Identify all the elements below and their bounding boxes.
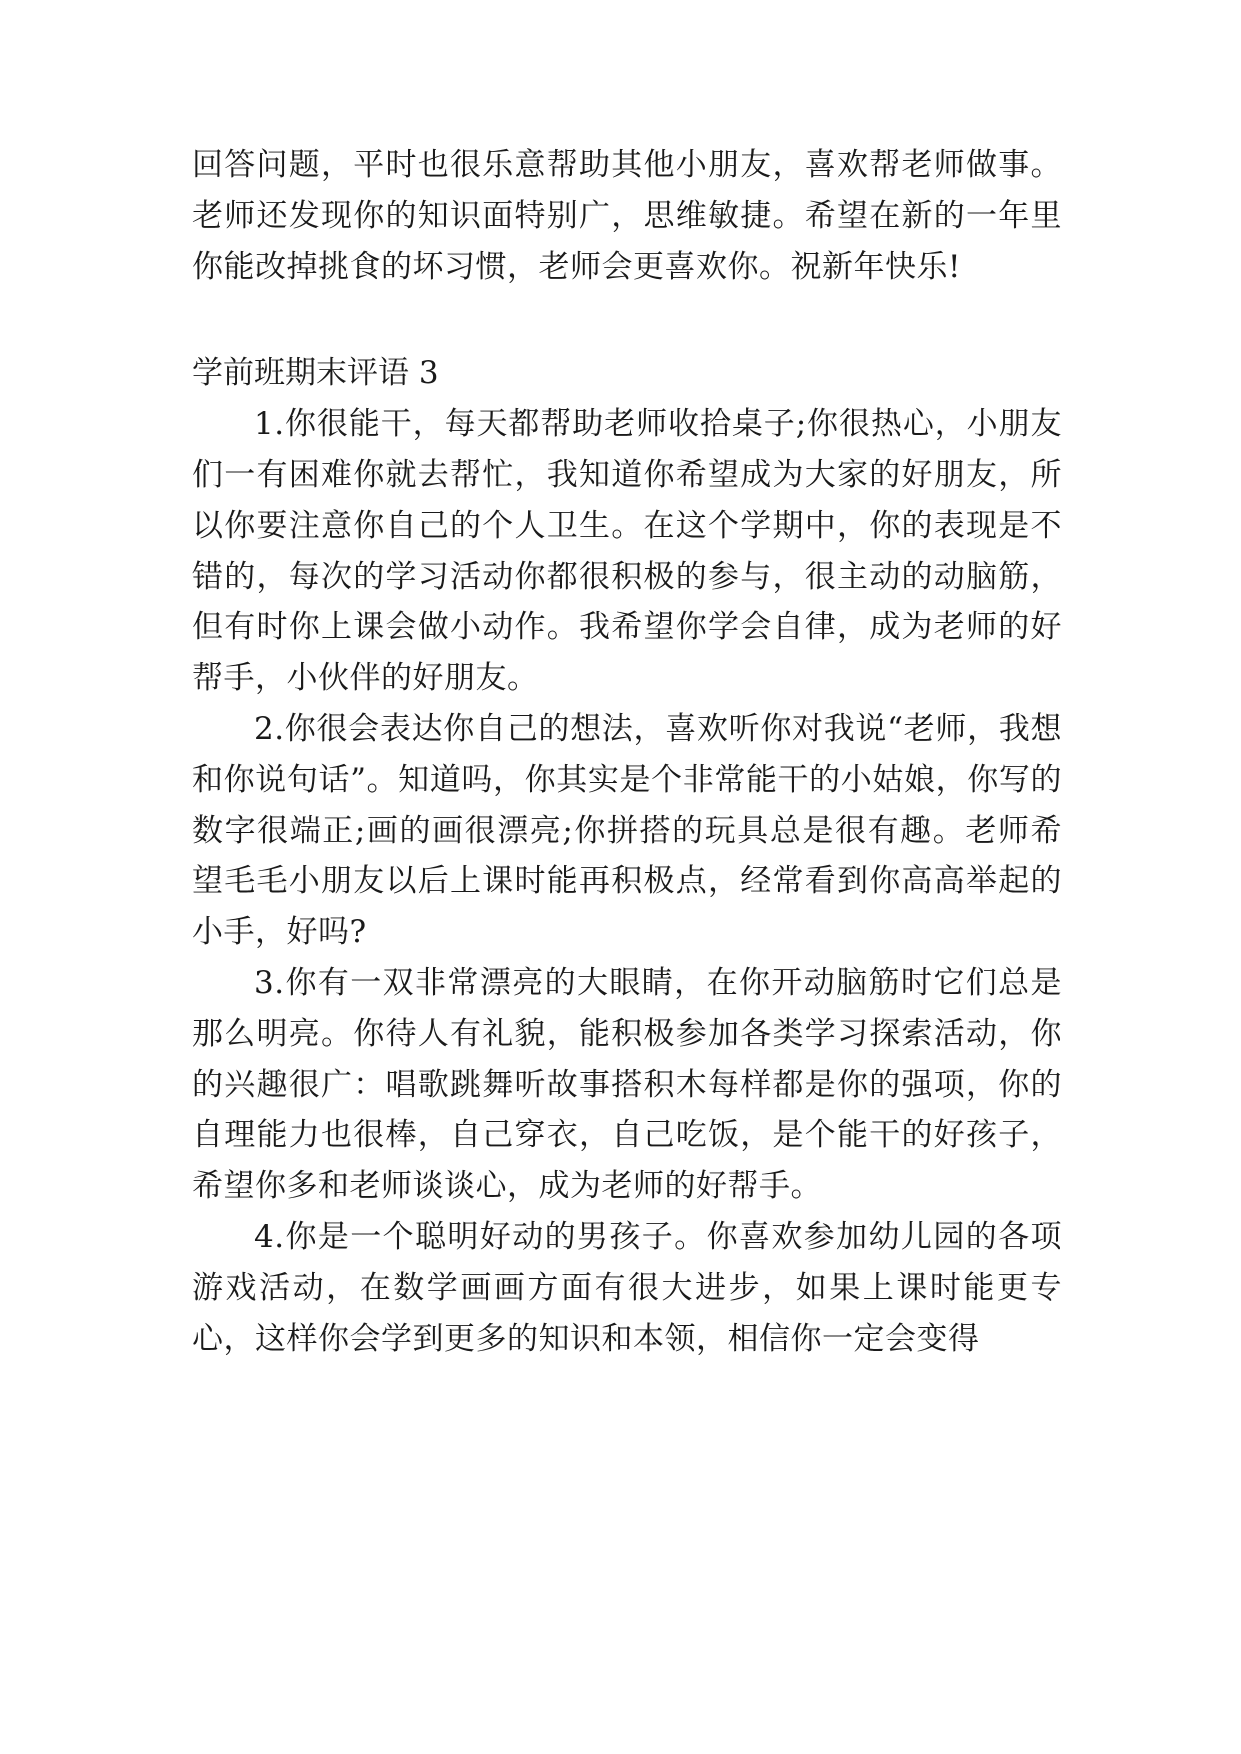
comment-item-3: 3.你有一双非常漂亮的大眼睛，在你开动脑筋时它们总是那么明亮。你待人有礼貌，能积极参加各类学习探索活动，你的兴趣很广：唱歌跳舞听故事搭积木每样都是你的强项，你的自理能力也很棒，自己穿衣，自己吃饭，是个能干的好孩子，希望你多和老师谈谈心，成为老师的好帮手。 <box>192 964 1062 1205</box>
comment-item-1: 1.你很能干，每天都帮助老师收拾桌子;你很热心，小朋友们一有困难你就去帮忙，我知道你希望成为大家的好朋友，所以你要注意你自己的个人卫生。在这个学期中，你的表现是不错的，每次的学习活动你都很积极的参与，很主动的动脑筋，但有时你上课会做小动作。我希望你学会自律，成为老师的好帮手，小伙伴的好朋友。 <box>192 406 1062 697</box>
section-spacer <box>192 292 1062 348</box>
comment-item-4: 4.你是一个聪明好动的男孩子。你喜欢参加幼儿园的各项游戏活动，在数学画画方面有很大进步，如果上课时能更专心，这样你会学到更多的知识和本领，相信你一定会变得 <box>192 1218 1062 1357</box>
comment-item-2: 2.你很会表达你自己的想法，喜欢听你对我说“老师，我想和你说句话”。知道吗，你其实是个非常能干的小姑娘，你写的数字很端正;画的画很漂亮;你拼搭的玩具总是很有趣。老师希望毛毛小朋友以后上课时能再积极点，经常看到你高高举起的小手，好吗? <box>192 710 1062 951</box>
section-title: 学前班期末评语 3 <box>192 355 439 392</box>
document-body <box>192 140 1062 1364</box>
intro-paragraph: 回答问题，平时也很乐意帮助其他小朋友，喜欢帮老师做事。老师还发现你的知识面特别广，思维敏捷。希望在新的一年里你能改掉挑食的坏习惯，老师会更喜欢你。祝新年快乐! <box>192 147 1062 285</box>
